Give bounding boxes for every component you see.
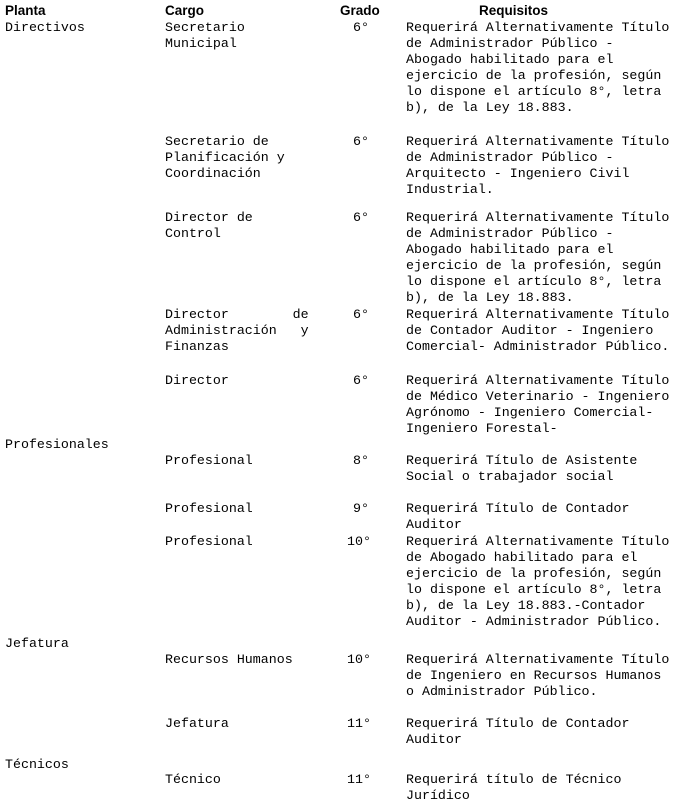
row-3-cargo: Director de Control: [165, 210, 253, 242]
row-9-cargo: Recursos Humanos: [165, 652, 293, 667]
row-10-cargo: Jefatura: [165, 716, 229, 731]
row-6-grado: 8°: [353, 453, 369, 468]
row-5-cargo: Director: [165, 373, 229, 388]
header-grado: Grado: [340, 3, 380, 18]
row-2-cargo: Secretario de Planificación y Coordinación: [165, 134, 285, 182]
header-cargo: Cargo: [165, 3, 205, 18]
row-4-cargo: Director de Administración y Finanzas: [165, 307, 309, 355]
row-5-grado: 6°: [353, 373, 369, 388]
row-2-requisitos: Requerirá Alternativamente Título de Administrador Público - Arquitecto - Ingeniero Civil Industrial.: [406, 134, 670, 198]
row-11-requisitos: Requerirá título de Técnico Jurídico: [406, 772, 622, 804]
row-10-requisitos: Requerirá Título de Contador Auditor: [406, 716, 630, 748]
row-3-requisitos: Requerirá Alternativamente Título de Administrador Público - Abogado habilitado para el ejercicio de la profesión, según lo dispone el artículo 8°, letra b), de la Ley 18.883.: [406, 210, 670, 306]
header-planta: Planta: [5, 3, 46, 18]
row-8-grado: 10°: [347, 534, 371, 549]
row-11-grado: 11°: [347, 772, 371, 787]
planta-directivos: Directivos: [5, 20, 85, 35]
row-8-requisitos: Requerirá Alternativamente Título de Abogado habilitado para el ejercicio de la profesión, según lo dispone el artículo 8°, letra b), de la Ley 18.883.-Contador Auditor - Administrador Público.: [406, 534, 670, 630]
row-4-grado: 6°: [353, 307, 369, 322]
row-1-requisitos: Requerirá Alternativamente Título de Administrador Público - Abogado habilitado para el ejercicio de la profesión, según lo dispone el artículo 8°, letra b), de la Ley 18.883.: [406, 20, 670, 116]
planta-profesionales: Profesionales: [5, 437, 109, 452]
planta-tecnicos: Técnicos: [5, 757, 69, 772]
row-11-cargo: Técnico: [165, 772, 221, 787]
row-7-grado: 9°: [353, 501, 369, 516]
row-1-grado: 6°: [353, 20, 369, 35]
row-1-cargo: Secretario Municipal: [165, 20, 245, 52]
row-9-grado: 10°: [347, 652, 371, 667]
row-6-cargo: Profesional: [165, 453, 253, 468]
row-6-requisitos: Requerirá Título de Asistente Social o trabajador social: [406, 453, 638, 485]
header-requisitos: Requisitos: [479, 3, 549, 18]
row-10-grado: 11°: [347, 716, 371, 731]
row-5-requisitos: Requerirá Alternativamente Título de Médico Veterinario - Ingeniero Agrónomo - Ingeniero Comercial- Ingeniero Forestal-: [406, 373, 670, 437]
row-9-requisitos: Requerirá Alternativamente Título de Ingeniero en Recursos Humanos o Administrador Público.: [406, 652, 670, 700]
row-3-grado: 6°: [353, 210, 369, 225]
row-7-requisitos: Requerirá Título de Contador Auditor: [406, 501, 630, 533]
planta-jefatura: Jefatura: [5, 636, 69, 651]
row-2-grado: 6°: [353, 134, 369, 149]
row-4-requisitos: Requerirá Alternativamente Título de Contador Auditor - Ingeniero Comercial- Administrador Público.: [406, 307, 670, 355]
row-7-cargo: Profesional: [165, 501, 253, 516]
row-8-cargo: Profesional: [165, 534, 253, 549]
